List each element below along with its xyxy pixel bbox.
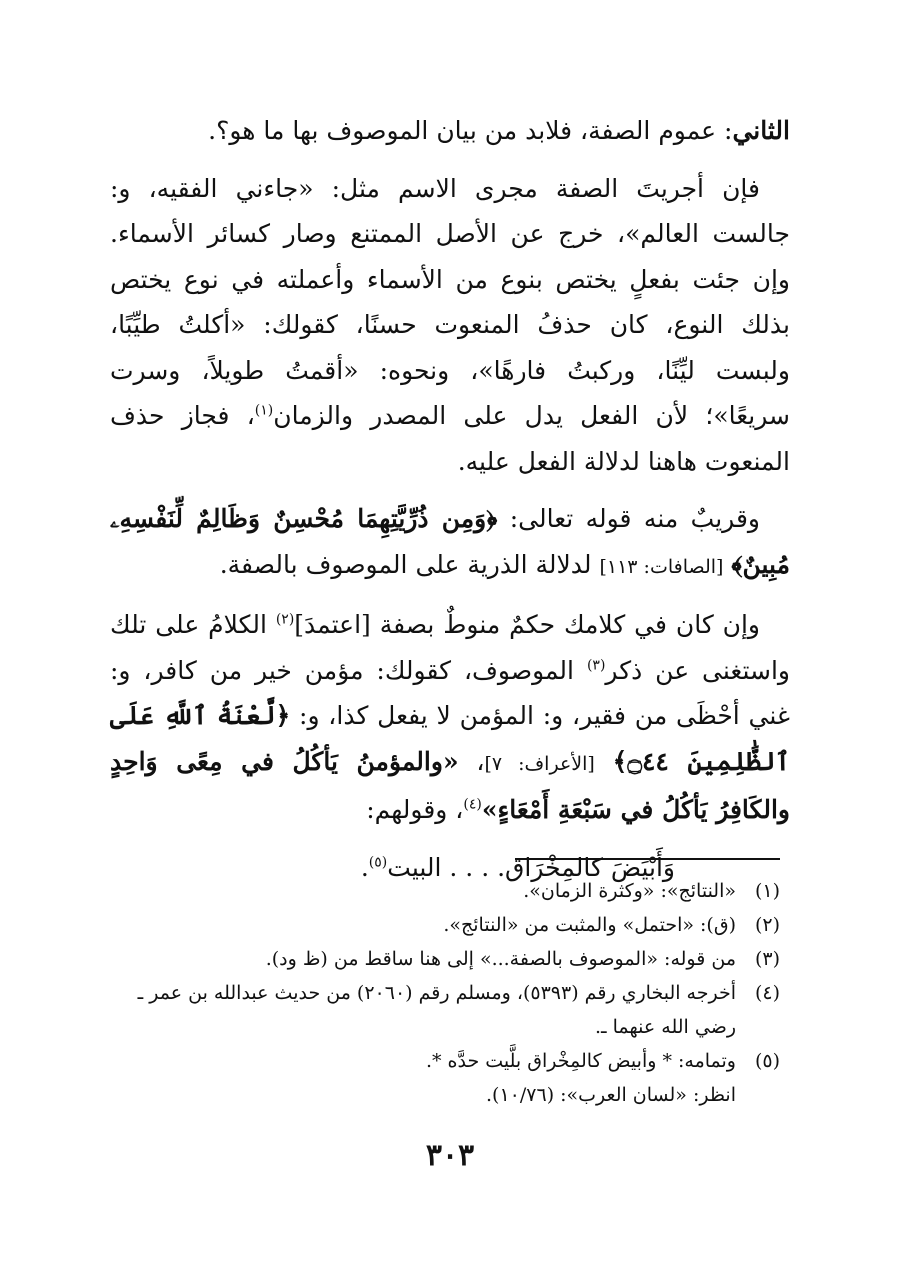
footnote-5 bbox=[110, 1044, 780, 1078]
footnote-4 bbox=[110, 976, 780, 1044]
paragraph-4-text-b: الكلامُ على تلك واستغنى عن ذكر bbox=[110, 610, 791, 685]
quran-citation-2: [الأعراف: ٧] bbox=[484, 752, 595, 775]
footnotes bbox=[110, 874, 780, 1112]
quran-citation-1: [الصافات: ١١٣] bbox=[599, 555, 724, 578]
paragraph-1-lead: الثاني bbox=[732, 116, 790, 145]
paragraph-4-text-e: ، وقولهم: bbox=[366, 795, 464, 824]
paragraph-1-text: : عموم الصفة، فلابد من بيان الموصوف بها ما هو؟. bbox=[208, 116, 733, 145]
footnote-number: (٤) bbox=[754, 982, 780, 1004]
paragraph-2-text-b: ، فجاز حذف المنعوت هاهنا لدلالة الفعل عليه. bbox=[110, 401, 790, 476]
paragraph-2-text-a: فإن أجريتَ الصفة مجرى الاسم مثل: «جاءني الفقيه، و: جالست العالم»، خرج عن الأصل الممتنع وصار كسائر الأسماء. وإن جئت بفعلٍ يختص بنوع من الأسماء وأعملته في نوع يختص بذلك النوع، كان حذفُ المنعوت حسنًا، كقولك: «أكلتُ طيِّبًا، ولبست ليِّنًا، وركبتُ فارهًا»، ونحوه: «أقمتُ طويلاً، وسرت سريعًا»؛ لأن الفعل يدل على المصدر والزمان bbox=[110, 173, 791, 430]
footnote-text: (ق): «احتمل» والمثبت من «النتائج». bbox=[443, 914, 736, 936]
footnote-text: أخرجه البخاري رقم (٥٣٩٣)، ومسلم رقم (٢٠٦٠) من حديث عبدالله بن عمر ـ رضي الله عنهما ـ. bbox=[137, 982, 736, 1038]
footnote-3 bbox=[110, 942, 780, 976]
footnote-number: (٥) bbox=[754, 1050, 780, 1072]
page-number: ٣٠٣ bbox=[425, 1138, 475, 1173]
main-text bbox=[110, 108, 790, 902]
paragraph-3-text-b: لدلالة الذرية على الموصوف بالصفة. bbox=[219, 549, 600, 579]
footnote-text: «النتائج»: «وكثرة الزمان». bbox=[523, 880, 736, 902]
footnote-ref-5[interactable]: (٥) bbox=[368, 854, 388, 871]
footnote-5-continuation: انظر: «لسان العرب»: (١٠/٧٦). bbox=[486, 1084, 736, 1106]
quran-verse-1: ﴿وَمِن ذُرِّيَّتِهِمَا مُحْسِنٌ وَظَالِمٌ لِّنَفْسِهِۦ مُبِينٌ﴾ bbox=[110, 504, 790, 579]
footnote-separator bbox=[515, 858, 780, 860]
paragraph-1 bbox=[110, 108, 790, 154]
hadith-quote: «والمؤمنُ يَأكُلُ في مِعًى وَاحِدٍ والكَافِرُ يَأكُلُ في سَبْعَةِ أَمْعَاءٍ» bbox=[110, 746, 790, 824]
paragraph-4-text-c: الموصوف، كقولك: مؤمن خير من كافر، و: غني أحْظَى من فقير، و: المؤمن لا يفعل كذا، و: bbox=[110, 655, 790, 730]
footnote-number: (٢) bbox=[754, 914, 780, 936]
paragraph-4-text-a: وإن كان في كلامك حكمٌ منوطٌ بصفة [اعتمدَ] bbox=[294, 610, 760, 639]
footnote-ref-4[interactable]: (٤) bbox=[463, 796, 482, 813]
footnote-ref-2[interactable]: (٢) bbox=[275, 611, 295, 628]
poetry-verse-text: وَأَبْيَضَ كالمِخْرَاق. . . . البيت bbox=[387, 852, 675, 882]
footnote-2 bbox=[110, 908, 780, 942]
paragraph-4 bbox=[110, 602, 790, 833]
footnote-ref-3[interactable]: (٣) bbox=[586, 657, 606, 674]
paragraph-4-text-d: ، bbox=[458, 746, 485, 776]
footnote-text: وتمامه: * وأبيض كالمِخْراق بلَّيت حدَّه *. bbox=[425, 1050, 736, 1072]
paragraph-3 bbox=[110, 496, 790, 590]
quran-verse-2: ﴿لَّعْنَةُ ٱللَّهِ عَلَى ٱلظَّٰلِمِينَ ۝٤٤﴾ bbox=[110, 701, 790, 776]
footnote-ref-1[interactable]: (١) bbox=[254, 402, 274, 419]
footnote-1 bbox=[110, 874, 780, 908]
footnote-number: (١) bbox=[754, 880, 780, 902]
paragraph-2 bbox=[110, 166, 790, 485]
poetry-verse-end: . bbox=[360, 852, 369, 882]
paragraph-3-text-a: وقريبٌ منه قوله تعالى: bbox=[497, 504, 760, 533]
footnote-text: من قوله: «الموصوف بالصفة...» إلى هنا ساقط من (ظ ود). bbox=[265, 948, 736, 970]
footnote-number: (٣) bbox=[754, 948, 780, 970]
